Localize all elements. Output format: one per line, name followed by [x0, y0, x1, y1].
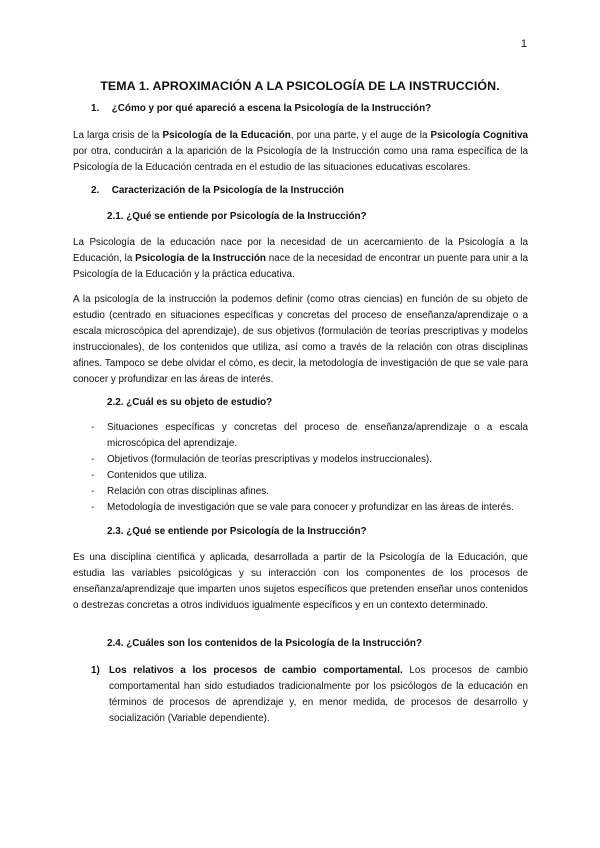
heading-2-number: 2.: [91, 185, 100, 196]
list-item: [91, 663, 528, 727]
document-title: TEMA 1. APROXIMACIÓN A LA PSICOLOGÍA DE LA INSTRUCCIÓN.: [100, 79, 500, 93]
list-item: [91, 500, 528, 516]
paragraph-2: [73, 235, 528, 283]
heading-2-1: [107, 211, 367, 222]
dash-marker: -: [91, 470, 95, 482]
heading-2-4-text: ¿Cuáles son los contenidos de la Psicología de la Instrucción?: [123, 638, 422, 649]
dash-marker: -: [91, 502, 95, 514]
paragraph-2-bold: Psicología de la Instrucción: [135, 253, 266, 265]
heading-1-number: 1.: [91, 103, 100, 114]
list-item-text: Relación con otras disciplinas afines.: [107, 486, 269, 498]
paragraph-1: [73, 128, 528, 176]
paragraph-1-bold-b: Psicología Cognitiva: [430, 130, 529, 141]
list-item: [91, 452, 528, 468]
heading-2-4: [107, 638, 422, 649]
heading-1: [91, 103, 431, 114]
dash-marker: -: [91, 422, 95, 433]
list-item: [91, 484, 528, 500]
heading-2-text: Caracterización de la Psicología de la Instrucción: [111, 185, 344, 196]
paragraph-2-part-a: La Psicología de la educación nace por la necesidad de un acercamiento de la Psicología a la Educación, la: [73, 237, 528, 265]
heading-2-2-text: ¿Cuál es su objeto de estudio?: [123, 397, 273, 408]
paragraph-1-bold-a: Psicología de la Educación: [162, 130, 291, 141]
page-number: 1: [520, 38, 527, 50]
paragraph-3: A la psicología de la instrucción la podemos definir (como otras ciencias) en función de su objeto de estudio (centrado en situaciones específicas y concretas del proceso de enseñanza/aprendizaje o a escala microscópica del aprendizaje), de sus objetivos (formulación de teorías prescriptivas y modelos instruccionales), de los contenidos que utiliza, así como a través de la relación con otras disciplinas afines. Tampoco se debe olvidar el cómo, es decir, la metodología de investigación de que se vale para conocer y profundizar en las áreas de interés.: [73, 294, 528, 386]
heading-2: [91, 185, 344, 196]
heading-2-1-text: ¿Qué se entiende por Psicología de la Instrucción?: [123, 211, 367, 222]
list-item-text: Objetivos (formulación de teorías prescriptivas y modelos instruccionales).: [107, 454, 432, 466]
paragraph-2-part-c: nace de la necesidad de encontrar un puente para unir a la Psicología de la Educación y la práctica educativa.: [73, 253, 528, 281]
heading-2-3: [107, 526, 367, 537]
list-item: [91, 420, 528, 452]
heading-2-1-number: 2.1.: [107, 211, 124, 222]
list-item: [91, 468, 528, 484]
objects-of-study-list: [91, 420, 528, 517]
paragraph-1-part-c: , por una parte, y el auge de la: [290, 130, 431, 141]
list-item-text: Los procesos de cambio comportamental han sido estudiados tradicionalmente por los psicólogos de la educación en términos de procesos de aprendizaje y, en menor medida, de procesos de desarrollo y socialización (Variable dependiente).: [109, 665, 528, 725]
dash-marker: -: [91, 454, 95, 466]
list-item-number: 1): [91, 665, 100, 676]
list-item-text: Contenidos que utiliza.: [107, 470, 207, 482]
dash-marker: -: [91, 486, 95, 498]
list-item-text: Situaciones específicas y concretas del proceso de enseñanza/aprendizaje o a escala microscópica del aprendizaje.: [107, 422, 528, 450]
heading-2-2-number: 2.2.: [107, 397, 124, 408]
list-item-bold: Los relativos a los procesos de cambio comportamental.: [109, 665, 403, 676]
heading-2-2: [107, 397, 272, 408]
paragraph-1-part-e: por otra, conducirán a la aparición de la Psicología de la Instrucción como una rama específica de la Psicología de la Educación centrada en el estudio de las situaciones educativas escolares.: [73, 146, 528, 174]
contents-list: [91, 663, 528, 727]
heading-2-4-number: 2.4.: [107, 638, 124, 649]
heading-2-3-text: ¿Qué se entiende por Psicología de la Instrucción?: [123, 526, 367, 537]
paragraph-4: Es una disciplina científica y aplicada, desarrollada a partir de la Psicología de la Educación, que estudia las variables psicológicas y su interacción con los componentes de los procesos de enseñanza/aprendizaje que imparten unos sujetos específicos que pretenden enseñar unos contenidos o destrezas concretas a otros individuos igualmente específicos y en un contexto determinado.: [73, 552, 528, 612]
heading-2-3-number: 2.3.: [107, 526, 124, 537]
list-item-text: Metodología de investigación que se vale para conocer y profundizar en las áreas de interés.: [107, 502, 514, 514]
paragraph-1-part-a: La larga crisis de la: [73, 130, 163, 141]
heading-1-text: ¿Cómo y por qué apareció a escena la Psicología de la Instrucción?: [111, 103, 432, 114]
